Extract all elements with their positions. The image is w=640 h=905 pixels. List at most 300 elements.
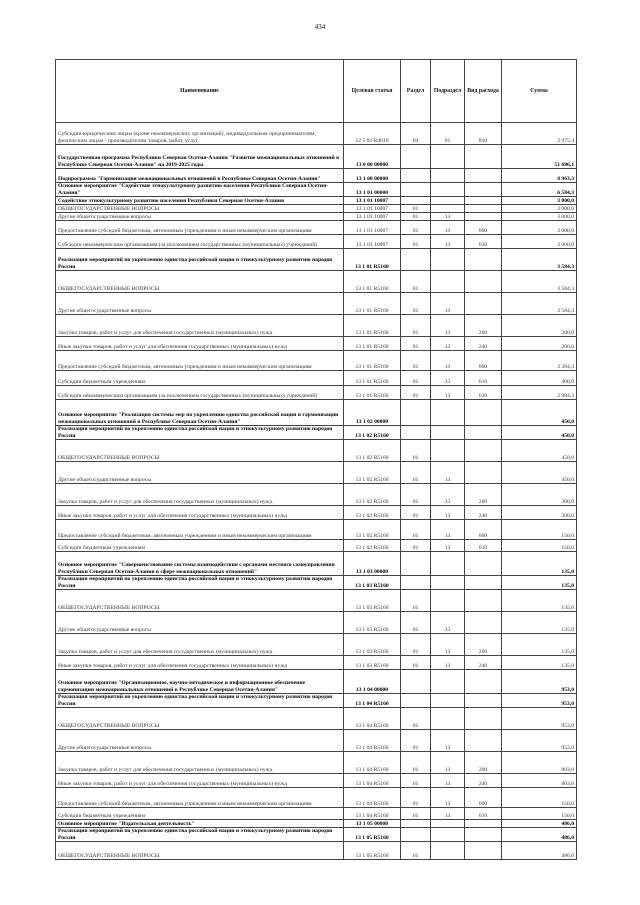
cell-sub: 13 xyxy=(431,351,465,371)
table-row xyxy=(56,670,577,694)
cell-code: 13 1 03 R5160 xyxy=(344,634,401,656)
cell-sub: 13 xyxy=(431,540,465,552)
cell-sum: 8 963,3 xyxy=(502,169,577,183)
cell-code: 13 1 03 00000 xyxy=(344,552,401,576)
cell-sub xyxy=(431,708,465,730)
header-name: Наименование xyxy=(56,60,344,123)
cell-sub xyxy=(431,400,465,426)
cell-name: Другие общегосударственные вопросы xyxy=(56,293,344,315)
cell-sub: 13 xyxy=(431,221,465,235)
cell-code: 13 1 01 R5160 xyxy=(344,371,401,386)
cell-exp xyxy=(465,552,502,576)
table-row xyxy=(56,221,577,235)
cell-name: ОБЩЕГОСУДАРСТВЕННЫЕ ВОПРОСЫ xyxy=(56,708,344,730)
cell-sec: 01 xyxy=(401,520,431,540)
cell-sec xyxy=(401,145,431,169)
cell-sec: 01 xyxy=(401,386,431,400)
cell-exp xyxy=(465,197,502,205)
cell-sum: 450,0 xyxy=(502,462,577,484)
cell-sec: 01 xyxy=(401,656,431,670)
cell-code: 13 1 03 R5160 xyxy=(344,576,401,590)
cell-sub xyxy=(431,197,465,205)
cell-exp xyxy=(465,612,502,634)
cell-sub xyxy=(431,842,465,860)
cell-code: 13 1 01 10007 xyxy=(344,221,401,235)
cell-sec: 01 xyxy=(401,774,431,788)
cell-sec: 01 xyxy=(401,337,431,351)
cell-sum: 2 975,4 xyxy=(502,123,577,145)
cell-exp xyxy=(465,205,502,213)
table-row xyxy=(56,400,577,426)
cell-exp: 610 xyxy=(465,540,502,552)
cell-exp: 610 xyxy=(465,808,502,820)
table-row xyxy=(56,520,577,540)
cell-sub xyxy=(431,183,465,197)
cell-exp xyxy=(465,842,502,860)
cell-sum: 486,0 xyxy=(502,828,577,842)
cell-sec xyxy=(401,576,431,590)
cell-sub xyxy=(431,426,465,440)
cell-sum: 953,0 xyxy=(502,670,577,694)
table-row xyxy=(56,337,577,351)
cell-exp: 200 xyxy=(465,315,502,337)
cell-exp: 600 xyxy=(465,351,502,371)
cell-sec: 01 xyxy=(401,271,431,293)
cell-sub xyxy=(431,576,465,590)
page-number: 434 xyxy=(314,23,326,31)
cell-sub: 13 xyxy=(431,462,465,484)
cell-name: Основное мероприятие "Совершенствование системы взаимодействия с органами местного самоуправления Республики Северная Осетия-Алания в сфере межнациональных отношений" xyxy=(56,552,344,576)
cell-sum: 803,0 xyxy=(502,752,577,774)
cell-code: 12 5 02 R4610 xyxy=(344,123,401,145)
cell-sub: 13 xyxy=(431,213,465,221)
cell-sec: 01 xyxy=(401,708,431,730)
cell-sub xyxy=(431,828,465,842)
cell-sec: 01 xyxy=(401,371,431,386)
cell-exp xyxy=(465,183,502,197)
cell-code: 13 1 02 R5160 xyxy=(344,462,401,484)
table-row xyxy=(56,828,577,842)
cell-name: Предоставление субсидий бюджетным, автономным учреждениям и иным некоммерческим организациям xyxy=(56,520,344,540)
cell-exp: 200 xyxy=(465,484,502,506)
cell-sec: 01 xyxy=(401,213,431,221)
cell-exp xyxy=(465,426,502,440)
table-row xyxy=(56,205,577,213)
cell-sub: 13 xyxy=(431,337,465,351)
cell-name: Другие общегосударственные вопросы xyxy=(56,213,344,221)
cell-sub: 01 xyxy=(431,123,465,145)
table-row xyxy=(56,197,577,205)
cell-exp: 240 xyxy=(465,656,502,670)
cell-code: 13 1 02 R5160 xyxy=(344,506,401,520)
cell-sec: 01 xyxy=(401,235,431,249)
table-row xyxy=(56,462,577,484)
table-header-row xyxy=(56,60,577,123)
cell-sum: 300,0 xyxy=(502,484,577,506)
cell-exp xyxy=(465,820,502,828)
cell-sum: 3 584,3 xyxy=(502,293,577,315)
cell-sec: 01 xyxy=(401,440,431,462)
cell-exp xyxy=(465,213,502,221)
cell-name: Основное мероприятие "Организационное, научно-методическое и информационное обеспечение гармонизации межнациональных отношений в Республике Северная Осетия-Алания" xyxy=(56,670,344,694)
cell-name: Иные закупки товаров, работ и услуг для обеспечения государственных (муниципальных) нужд xyxy=(56,656,344,670)
cell-sum: 135,0 xyxy=(502,552,577,576)
cell-sec: 01 xyxy=(401,351,431,371)
cell-sum: 3 000,0 xyxy=(502,213,577,221)
budget-table xyxy=(55,59,577,860)
cell-sum: 3 000,0 xyxy=(502,205,577,213)
header-sum: Сумма xyxy=(502,60,577,123)
cell-code: 13 1 03 R5160 xyxy=(344,612,401,634)
cell-sec xyxy=(401,828,431,842)
cell-sum: 200,0 xyxy=(502,315,577,337)
cell-code: 13 1 00 00000 xyxy=(344,169,401,183)
cell-name: Реализация мероприятий по укреплению единства российской нации и этнокультурному развитию народов России xyxy=(56,828,344,842)
cell-sec xyxy=(401,552,431,576)
cell-exp xyxy=(465,590,502,612)
cell-name: Закупка товаров, работ и услуг для обеспечения государственных (муниципальных) нужд xyxy=(56,752,344,774)
cell-sub xyxy=(431,145,465,169)
cell-sum: 6 584,3 xyxy=(502,183,577,197)
cell-sec: 01 xyxy=(401,788,431,808)
table-row xyxy=(56,123,577,145)
cell-name: Подпрограмма "Гармонизация межнациональных отношений в Республике Северная Осетия-Алания" xyxy=(56,169,344,183)
cell-exp: 240 xyxy=(465,337,502,351)
cell-sub xyxy=(431,694,465,708)
cell-name: Предоставление субсидий бюджетным, автономным учреждениям и иным некоммерческим организациям xyxy=(56,788,344,808)
cell-code: 13 1 01 10007 xyxy=(344,205,401,213)
cell-sec: 01 xyxy=(401,315,431,337)
cell-sec: 01 xyxy=(401,752,431,774)
cell-exp: 600 xyxy=(465,221,502,235)
cell-exp xyxy=(465,730,502,752)
cell-name: Реализация мероприятий по укреплению единства российской нации и этнокультурному развитию народов России xyxy=(56,426,344,440)
cell-exp xyxy=(465,462,502,484)
cell-sum: 3 000,0 xyxy=(502,235,577,249)
cell-sum: 150,0 xyxy=(502,788,577,808)
cell-sub: 13 xyxy=(431,315,465,337)
cell-sec: 01 xyxy=(401,205,431,213)
table-row xyxy=(56,808,577,820)
cell-sub: 13 xyxy=(431,634,465,656)
cell-sum: 953,0 xyxy=(502,708,577,730)
table-row xyxy=(56,183,577,197)
cell-sub xyxy=(431,552,465,576)
cell-code: 13 1 04 R5160 xyxy=(344,730,401,752)
cell-code: 13 0 00 00000 xyxy=(344,145,401,169)
cell-sec xyxy=(401,197,431,205)
cell-exp xyxy=(465,694,502,708)
cell-sum: 135,0 xyxy=(502,576,577,590)
cell-sub: 13 xyxy=(431,788,465,808)
cell-sub: 13 xyxy=(431,235,465,249)
cell-sum: 150,0 xyxy=(502,540,577,552)
cell-exp: 240 xyxy=(465,506,502,520)
cell-name: Предоставление субсидий бюджетным, автономным учреждениям и иным некоммерческим организациям xyxy=(56,221,344,235)
table-row xyxy=(56,774,577,788)
cell-code: 13 1 04 R5160 xyxy=(344,808,401,820)
table-row xyxy=(56,235,577,249)
cell-sum: 2 984,3 xyxy=(502,386,577,400)
cell-exp: 600 xyxy=(465,788,502,808)
cell-sum: 953,0 xyxy=(502,730,577,752)
cell-sec: 04 xyxy=(401,123,431,145)
cell-name: Основное мероприятие "Содействие этнокультурному развитию населения Республики Северная Осетия-Алания" xyxy=(56,183,344,197)
cell-exp xyxy=(465,440,502,462)
cell-sum: 135,0 xyxy=(502,656,577,670)
cell-code: 13 1 01 R5160 xyxy=(344,337,401,351)
cell-exp: 200 xyxy=(465,634,502,656)
cell-code: 13 1 02 R5160 xyxy=(344,520,401,540)
cell-exp: 610 xyxy=(465,371,502,386)
cell-name: Субсидии юридическим лицам (кроме некоммерческих организаций), индивидуальным предпринимателям, физическим лицам - производителям товаров, работ, услуг xyxy=(56,123,344,145)
cell-exp xyxy=(465,828,502,842)
cell-exp xyxy=(465,576,502,590)
cell-exp xyxy=(465,169,502,183)
cell-code: 13 1 04 R5160 xyxy=(344,694,401,708)
cell-code: 13 1 01 R5160 xyxy=(344,249,401,271)
cell-name: Реализация мероприятий по укреплению единства российской нации и этнокультурному развитию народов России xyxy=(56,694,344,708)
cell-sub: 13 xyxy=(431,656,465,670)
cell-sec xyxy=(401,183,431,197)
cell-sec xyxy=(401,169,431,183)
cell-code: 13 1 02 R5160 xyxy=(344,484,401,506)
table-row xyxy=(56,315,577,337)
cell-sec: 01 xyxy=(401,808,431,820)
cell-name: Иные закупки товаров, работ и услуг для обеспечения государственных (муниципальных) нужд xyxy=(56,774,344,788)
table-row xyxy=(56,540,577,552)
header-expense-type: Вид расхода xyxy=(465,60,502,123)
table-row xyxy=(56,169,577,183)
cell-sub: 13 xyxy=(431,612,465,634)
cell-sec xyxy=(401,670,431,694)
table-row xyxy=(56,590,577,612)
table-row xyxy=(56,656,577,670)
cell-sec: 01 xyxy=(401,590,431,612)
header-code: Целевая статья xyxy=(344,60,401,123)
cell-code: 13 1 03 R5160 xyxy=(344,590,401,612)
cell-sub: 13 xyxy=(431,774,465,788)
header-section: Раздел xyxy=(401,60,431,123)
cell-code: 13 1 02 00000 xyxy=(344,400,401,426)
cell-sec: 01 xyxy=(401,634,431,656)
table-row xyxy=(56,708,577,730)
cell-code: 13 1 02 R5160 xyxy=(344,440,401,462)
cell-sub xyxy=(431,590,465,612)
cell-exp: 630 xyxy=(465,235,502,249)
cell-sec xyxy=(401,400,431,426)
cell-name: Субсидии некоммерческим организациям (за исключением государственных (муниципальных) учреждений) xyxy=(56,386,344,400)
table-row xyxy=(56,484,577,506)
table-row xyxy=(56,271,577,293)
cell-sec: 01 xyxy=(401,221,431,235)
cell-code: 13 1 04 00000 xyxy=(344,670,401,694)
cell-code: 13 1 02 R5160 xyxy=(344,540,401,552)
cell-name: Предоставление субсидий бюджетным, автономным учреждениям и иным некоммерческим организациям xyxy=(56,351,344,371)
cell-name: Иные закупки товаров, работ и услуг для обеспечения государственных (муниципальных) нужд xyxy=(56,506,344,520)
cell-sec xyxy=(401,426,431,440)
cell-sec: 01 xyxy=(401,842,431,860)
cell-sum: 450,0 xyxy=(502,426,577,440)
cell-name: Субсидии некоммерческим организациям (за исключением государственных (муниципальных) учреждений) xyxy=(56,235,344,249)
cell-sub: 13 xyxy=(431,506,465,520)
cell-sub: 13 xyxy=(431,293,465,315)
cell-code: 13 1 04 R5160 xyxy=(344,708,401,730)
cell-sub xyxy=(431,820,465,828)
table-row xyxy=(56,788,577,808)
cell-code: 13 1 04 R5160 xyxy=(344,752,401,774)
cell-exp: 200 xyxy=(465,752,502,774)
cell-sum: 200,0 xyxy=(502,337,577,351)
cell-code: 13 1 01 10007 xyxy=(344,235,401,249)
table-row xyxy=(56,145,577,169)
cell-name: Закупка товаров, работ и услуг для обеспечения государственных (муниципальных) нужд xyxy=(56,315,344,337)
cell-name: Другие общегосударственные вопросы xyxy=(56,730,344,752)
cell-exp xyxy=(465,271,502,293)
cell-name: ОБЩЕГОСУДАРСТВЕННЫЕ ВОПРОСЫ xyxy=(56,205,344,213)
cell-sum: 3 384,3 xyxy=(502,351,577,371)
table-row xyxy=(56,752,577,774)
cell-sum: 953,0 xyxy=(502,694,577,708)
cell-sub: 13 xyxy=(431,371,465,386)
table-row xyxy=(56,552,577,576)
table-row xyxy=(56,351,577,371)
cell-code: 13 1 01 R5160 xyxy=(344,351,401,371)
table-row xyxy=(56,694,577,708)
cell-code: 13 1 05 00000 xyxy=(344,820,401,828)
cell-exp xyxy=(465,400,502,426)
cell-name: Основное мероприятие "Издательская деятельность" xyxy=(56,820,344,828)
cell-name: Субсидии бюджетным учреждениям xyxy=(56,371,344,386)
cell-exp: 630 xyxy=(465,386,502,400)
table-row xyxy=(56,371,577,386)
cell-code: 13 1 01 R5160 xyxy=(344,293,401,315)
cell-code: 13 1 01 R5160 xyxy=(344,271,401,293)
cell-sub xyxy=(431,205,465,213)
cell-name: Государственная программа Республики Северная Осетия-Алания "Развитие межнациональных отношений в Республике Северная Осетия-Алания" на 2019-2025 годы xyxy=(56,145,344,169)
cell-sub xyxy=(431,169,465,183)
cell-exp xyxy=(465,249,502,271)
table-row xyxy=(56,612,577,634)
cell-sub: 13 xyxy=(431,484,465,506)
cell-sum: 300,0 xyxy=(502,506,577,520)
cell-exp: 810 xyxy=(465,123,502,145)
cell-exp xyxy=(465,293,502,315)
cell-name: Реализация мероприятий по укреплению единства российской нации и этнокультурному развитию народов России xyxy=(56,576,344,590)
cell-sub: 13 xyxy=(431,752,465,774)
cell-sum: 486,0 xyxy=(502,842,577,860)
table-row xyxy=(56,386,577,400)
cell-name: Закупка товаров, работ и услуг для обеспечения государственных (муниципальных) нужд xyxy=(56,634,344,656)
cell-code: 13 1 04 R5160 xyxy=(344,788,401,808)
cell-sec: 01 xyxy=(401,612,431,634)
cell-code: 13 1 01 10007 xyxy=(344,197,401,205)
cell-sec xyxy=(401,820,431,828)
cell-sub: 13 xyxy=(431,730,465,752)
cell-sec: 01 xyxy=(401,506,431,520)
cell-exp: 600 xyxy=(465,520,502,540)
cell-name: Реализация мероприятий по укреплению единства российской нации и этнокультурному развитию народов России xyxy=(56,249,344,271)
cell-name: Основное мероприятие "Реализация системы мер по укреплению единства российской нации и гармонизации межнациональных отношений в Республике Северная Осетия-Алания" xyxy=(56,400,344,426)
cell-sum: 135,0 xyxy=(502,590,577,612)
cell-code: 13 1 01 00000 xyxy=(344,183,401,197)
cell-name: Другие общегосударственные вопросы xyxy=(56,612,344,634)
cell-sum: 135,0 xyxy=(502,612,577,634)
cell-sum: 150,0 xyxy=(502,808,577,820)
cell-sub xyxy=(431,271,465,293)
cell-code: 13 1 01 R5160 xyxy=(344,315,401,337)
cell-code: 13 1 02 R5160 xyxy=(344,426,401,440)
cell-sec: 01 xyxy=(401,484,431,506)
cell-name: ОБЩЕГОСУДАРСТВЕННЫЕ ВОПРОСЫ xyxy=(56,440,344,462)
cell-sub: 13 xyxy=(431,520,465,540)
cell-sub xyxy=(431,440,465,462)
table-row xyxy=(56,506,577,520)
cell-name: Субсидии бюджетным учреждениям xyxy=(56,540,344,552)
cell-sub: 13 xyxy=(431,386,465,400)
table-row xyxy=(56,820,577,828)
cell-sum: 486,0 xyxy=(502,820,577,828)
cell-name: Содействие этнокультурному развитию населения Республики Северная Осетия-Алания xyxy=(56,197,344,205)
cell-exp xyxy=(465,670,502,694)
cell-code: 13 1 04 R5160 xyxy=(344,774,401,788)
header-subsection: Подраздел xyxy=(431,60,465,123)
cell-sum: 150,0 xyxy=(502,520,577,540)
table-row xyxy=(56,634,577,656)
cell-sum: 3 584,3 xyxy=(502,271,577,293)
table-row xyxy=(56,842,577,860)
cell-sec: 01 xyxy=(401,293,431,315)
cell-sub xyxy=(431,249,465,271)
cell-sum: 400,0 xyxy=(502,371,577,386)
table-row xyxy=(56,293,577,315)
table-body xyxy=(56,123,577,860)
cell-name: Субсидии бюджетным учреждениям xyxy=(56,808,344,820)
cell-exp xyxy=(465,708,502,730)
cell-name: Закупка товаров, работ и услуг для обеспечения государственных (муниципальных) нужд xyxy=(56,484,344,506)
cell-sec xyxy=(401,694,431,708)
cell-sum: 450,0 xyxy=(502,440,577,462)
cell-name: ОБЩЕГОСУДАРСТВЕННЫЕ ВОПРОСЫ xyxy=(56,590,344,612)
table-row xyxy=(56,426,577,440)
cell-code: 13 1 01 10007 xyxy=(344,213,401,221)
table-row xyxy=(56,213,577,221)
cell-sub: 13 xyxy=(431,808,465,820)
cell-sum: 3 000,0 xyxy=(502,197,577,205)
cell-sec xyxy=(401,249,431,271)
cell-sum: 3 584,3 xyxy=(502,249,577,271)
cell-name: Другие общегосударственные вопросы xyxy=(56,462,344,484)
cell-name: ОБЩЕГОСУДАРСТВЕННЫЕ ВОПРОСЫ xyxy=(56,271,344,293)
cell-exp: 240 xyxy=(465,774,502,788)
cell-sec: 01 xyxy=(401,462,431,484)
cell-sum: 450,0 xyxy=(502,400,577,426)
cell-sec: 01 xyxy=(401,730,431,752)
table-row xyxy=(56,440,577,462)
cell-sum: 135,0 xyxy=(502,634,577,656)
cell-code: 13 1 05 R5160 xyxy=(344,842,401,860)
table-row xyxy=(56,249,577,271)
cell-exp xyxy=(465,145,502,169)
cell-code: 13 1 05 R5160 xyxy=(344,828,401,842)
cell-name: ОБЩЕГОСУДАРСТВЕННЫЕ ВОПРОСЫ xyxy=(56,842,344,860)
cell-sum: 803,0 xyxy=(502,774,577,788)
cell-code: 13 1 03 R5160 xyxy=(344,656,401,670)
cell-sec: 01 xyxy=(401,540,431,552)
cell-code: 13 1 01 R5160 xyxy=(344,386,401,400)
cell-sum: 3 000,0 xyxy=(502,221,577,235)
cell-name: Иные закупки товаров, работ и услуг для обеспечения государственных (муниципальных) нужд xyxy=(56,337,344,351)
